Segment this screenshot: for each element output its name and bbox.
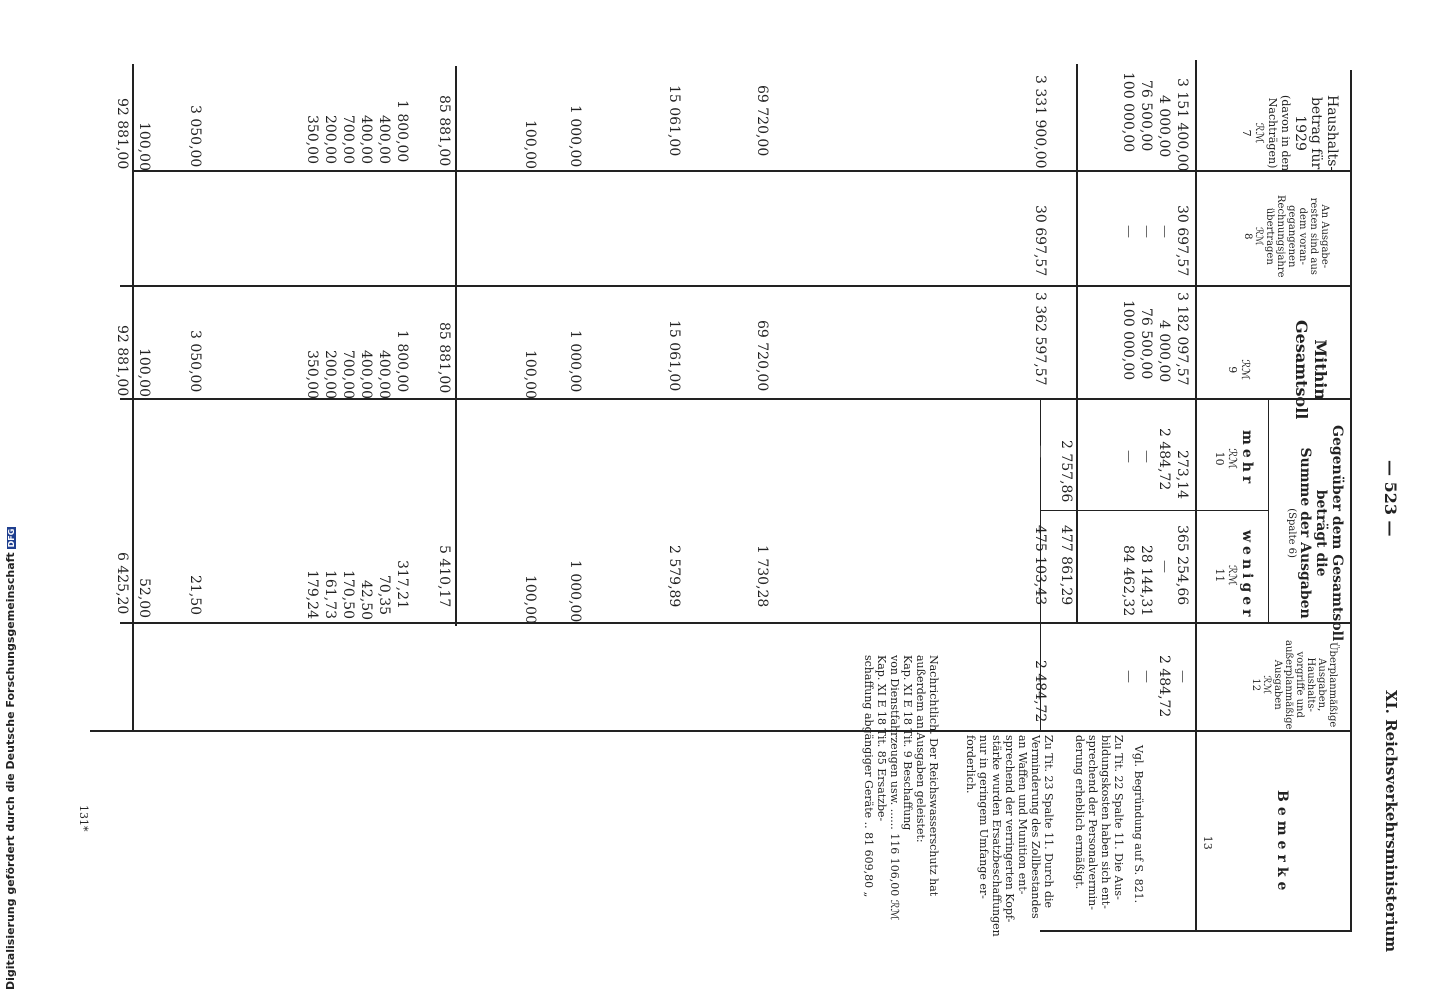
bot1-c9: 3 050,00 [187, 330, 203, 393]
header-col8-unit: ℛℳ [1253, 226, 1264, 246]
header-col10 [1213, 430, 1255, 487]
header-col10-unit: ℛℳ [1226, 448, 1239, 469]
header-col12-line: außerplanmäßige [1283, 640, 1294, 730]
row2-c12: 2 484,72 [1156, 655, 1172, 718]
remark-3-line: forderlich. [964, 735, 977, 794]
row2-c9: 4 000,00 [1156, 320, 1172, 383]
remark-4-line: schaffung abgängiger Geräte .. 81 609,80 „ [862, 655, 875, 898]
grp2-c9: 1 800,00 [394, 330, 410, 393]
header-col11-unit: ℛℳ [1226, 564, 1239, 586]
rule-sec2 [132, 64, 134, 730]
remark-4-line: Kap. XI E 18 Tit. 9 Beschaffung [901, 655, 914, 831]
rule-10-11 [1040, 510, 1268, 511]
total-c7: 3 331 900,00 [1032, 75, 1048, 169]
bot2-c11: 52,00 [136, 578, 152, 619]
sec2-c9: 15 061,00 [666, 320, 682, 392]
row2-c8: — [1157, 225, 1172, 238]
row1-c7: 3 151 400,00 [1174, 78, 1190, 172]
rule-12-13 [90, 730, 1352, 732]
remark-4-line: Nachrichtlich. Der Reichswasserschutz hat [927, 655, 940, 897]
row3-c12: — [1139, 670, 1154, 683]
grp4-c11: 42,50 [358, 580, 374, 621]
sec2-c7: 15 061,00 [666, 85, 682, 157]
remark-3 [964, 735, 1055, 937]
header-col8 [1242, 195, 1330, 278]
total-c8: 30 697,57 [1032, 205, 1048, 277]
remark-4-line: Kap. XI E 18 Tit. 85 Ersatzbe- [875, 655, 888, 822]
subtotal-c10: 2 757,86 [1058, 440, 1074, 503]
header-col12 [1250, 640, 1338, 729]
rule-bottom [1040, 930, 1352, 932]
dfg-logo: DFG [7, 528, 16, 548]
header-col7-unit: ℛℳ [1253, 122, 1266, 144]
header-col7-line: 1929 [1292, 115, 1308, 151]
bot1-c7: 3 050,00 [187, 105, 203, 168]
row1-c12: — [1175, 670, 1190, 683]
ministry-title: XI. Reichsverkehrsministerium [1382, 690, 1400, 953]
row4-c12: — [1121, 670, 1136, 683]
page-number: — 523 — [1381, 460, 1400, 537]
header-col9-line: Mithin [1311, 339, 1330, 400]
row4-c10: — [1121, 450, 1136, 463]
rule-left [1350, 70, 1352, 930]
remark-2 [1073, 735, 1125, 910]
header-col7-no: 7 [1240, 129, 1253, 137]
bot1-c11: 21,50 [187, 575, 203, 616]
footer-text: Digitalisierung gefördert durch die Deutsche Forschungsgemeinschaft [4, 552, 17, 990]
grp3-c7: 400,00 [376, 115, 392, 164]
header-col8-line: gegangenen [1286, 205, 1297, 268]
header-group-line: (Spalte 6) [1286, 508, 1297, 558]
sec2-c11: 2 579,89 [666, 545, 682, 608]
total-c12: 2 484,72 [1032, 660, 1048, 723]
row2-c10: 2 484,72 [1156, 428, 1172, 491]
sec3-c11: 1 000,00 [567, 560, 583, 623]
digitization-footer [4, 527, 17, 990]
grp1-c9: 85 881,00 [436, 322, 452, 394]
grp4-c9: 400,00 [358, 350, 374, 399]
grp1-c11: 5 410,17 [436, 545, 452, 608]
header-col8-line: An Ausgabe- [1319, 204, 1330, 269]
header-col12-unit: ℛℳ [1261, 675, 1272, 695]
grp5-c7: 700,00 [340, 115, 356, 164]
header-col8-line: übertragen [1264, 207, 1275, 265]
rule-sum1 [1076, 64, 1078, 624]
header-col7-line: Nachträgen) [1266, 97, 1279, 169]
header-col12-line: vorgriffe und [1294, 651, 1305, 718]
grp5-c9: 700,00 [340, 350, 356, 399]
header-col9 [1226, 320, 1330, 419]
header-group-line: Summe der Ausgaben [1297, 447, 1313, 619]
row3-c7: 76 500,00 [1138, 80, 1154, 152]
header-col7-line: Haushalts- [1324, 95, 1340, 172]
grp1-c7: 85 881,00 [436, 95, 452, 167]
rule-top [132, 170, 1352, 172]
grp2-c11: 317,21 [394, 560, 410, 609]
header-col7 [1240, 95, 1340, 171]
header-col11 [1213, 530, 1255, 621]
header-col13-label: Bemerke [1274, 790, 1290, 896]
row4-c7: 100 000,00 [1120, 72, 1136, 153]
total-c10: — [1033, 445, 1048, 458]
bot3-c9: 92 881,00 [114, 325, 130, 397]
sec4-c9: 100,00 [522, 350, 538, 399]
remark-3-line: sprechend der verringerten Kopf- [1003, 735, 1016, 923]
header-col9-no: 9 [1226, 366, 1239, 374]
row1-c10: 273,14 [1174, 450, 1190, 499]
grp7-c11: 179,24 [304, 570, 320, 619]
header-col12-no: 12 [1250, 678, 1261, 692]
grp7-c7: 350,00 [304, 115, 320, 164]
sec1-c9: 69 720,00 [754, 320, 770, 392]
grp2-c7: 1 800,00 [394, 100, 410, 163]
row1-c9: 3 182 097,57 [1174, 292, 1190, 386]
remark-3-line: an Waffen und Munition ent- [1016, 735, 1029, 895]
header-col9-line: Gesamtsoll [1292, 320, 1311, 420]
bot2-c9: 100,00 [136, 348, 152, 397]
sec3-c9: 1 000,00 [567, 330, 583, 393]
remark-2-line: Zu Tit. 22 Spalte 11. Die Aus- [1112, 735, 1125, 900]
header-group-line: beträgt die [1313, 489, 1329, 577]
header-col10-no: 10 [1213, 451, 1226, 466]
bot3-c11: 6 425,20 [114, 552, 130, 615]
rule-group [1268, 400, 1269, 622]
row3-c11: 28 144,31 [1138, 545, 1154, 617]
total-c11: 475 103,43 [1032, 525, 1048, 606]
remark-2-line: bildungskosten haben sich ent- [1099, 735, 1112, 909]
remark-4-line: von Dienstfahrzeugen usw. ...... 116 106,00 ℛℳ [888, 655, 901, 921]
header-col8-no: 8 [1242, 233, 1253, 240]
sec1-c7: 69 720,00 [754, 85, 770, 157]
header-group-line: Gegenüber dem Gesamtsoll [1329, 425, 1345, 642]
remark-3-line: Zu Tit. 23 Spalte 11. Durch die [1042, 735, 1055, 909]
row4-c11: 84 462,32 [1120, 545, 1136, 617]
rule-8-9 [120, 285, 1352, 287]
header-col7-line: betrag für [1308, 96, 1324, 170]
row3-c10: — [1139, 450, 1154, 463]
row3-c9: 76 500,00 [1138, 308, 1154, 380]
remark-4-line: außerdem an Ausgaben geleistet: [914, 655, 927, 843]
rule-col7-8 [1195, 60, 1197, 930]
remark-2-line: derung erheblich ermäßigt. [1073, 735, 1086, 890]
header-col11-no: 11 [1213, 568, 1226, 583]
bot3-c7: 92 881,00 [114, 98, 130, 170]
bot2-c7: 100,00 [136, 122, 152, 171]
header-col10-label: mehr [1239, 430, 1255, 488]
header-col12-line: Ausgaben, [1316, 658, 1327, 712]
grp5-c11: 170,50 [340, 570, 356, 619]
row4-c8: — [1121, 225, 1136, 238]
total-c9: 3 362 597,57 [1032, 292, 1048, 386]
grp6-c9: 200,00 [322, 350, 338, 399]
header-col11-label: weniger [1239, 530, 1255, 621]
grp6-c11: 161,73 [322, 570, 338, 619]
sec4-c11: 100,00 [522, 575, 538, 624]
header-col12-line: Überplanmäßige [1327, 642, 1338, 728]
grp7-c9: 350,00 [304, 350, 320, 399]
rule-11-12 [120, 622, 1352, 624]
header-col13-no: 13 [1201, 835, 1214, 850]
remark-1: Vgl. Begründung auf S. 821. [1132, 745, 1145, 904]
subtotal-c11: 477 861,29 [1058, 525, 1074, 606]
header-col12-line: Haushalts- [1305, 657, 1316, 712]
rule-sec1 [455, 66, 457, 626]
remark-3-line: stärke wurden Ersatzbeschaffungen [990, 735, 1003, 937]
header-group [1286, 425, 1345, 641]
row2-c7: 4 000,00 [1156, 95, 1172, 158]
row3-c8: — [1139, 225, 1154, 238]
header-col7-line: (davon in den [1279, 95, 1292, 172]
folio-number: 131* [77, 805, 90, 832]
sec1-c11: 1 730,28 [754, 545, 770, 608]
header-col8-line: Rechnungsjahre [1275, 195, 1286, 278]
sec3-c7: 1 000,00 [567, 105, 583, 168]
remark-3-line: Verminderung des Zollbestandes [1029, 735, 1042, 919]
remark-4 [862, 655, 940, 920]
remark-2-line: sprechend der Personalvermin- [1086, 735, 1099, 910]
header-col12-line: Ausgaben [1272, 659, 1283, 710]
header-col8-line: resten sind aus [1308, 197, 1319, 275]
header-col13 [1201, 790, 1290, 895]
grp4-c7: 400,00 [358, 115, 374, 164]
row2-c11: — [1157, 560, 1172, 573]
header-col9-unit: ℛℳ [1239, 359, 1252, 380]
grp6-c7: 200,00 [322, 115, 338, 164]
header-col8-line: dem voran- [1297, 207, 1308, 265]
row4-c9: 100 000,00 [1120, 300, 1136, 381]
remark-3-line: nur in geringem Umfange er- [977, 735, 990, 899]
row1-c8: 30 697,57 [1174, 205, 1190, 277]
row1-c11: 365 254,66 [1174, 525, 1190, 606]
grp3-c11: 70,35 [376, 575, 392, 616]
sec4-c7: 100,00 [522, 120, 538, 169]
grp3-c9: 400,00 [376, 350, 392, 399]
